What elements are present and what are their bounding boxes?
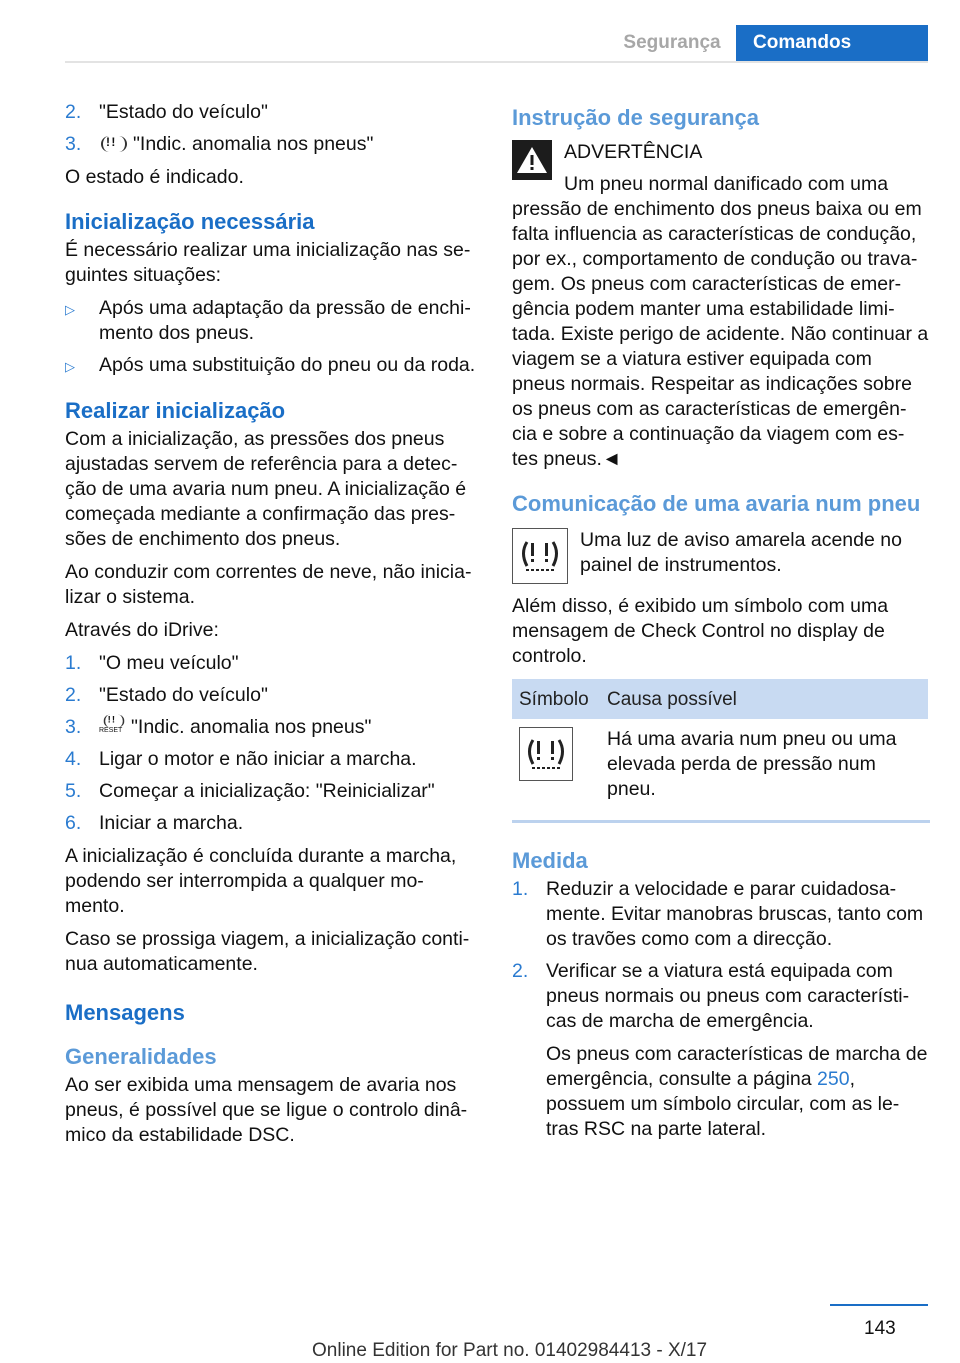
measure-number: 2. — [512, 960, 529, 982]
measure-text: Reduzir a velocidade e parar cuidadosa‐mente. Evitar manobras bruscas, tanto com os travões como com a direcção. — [546, 878, 924, 950]
messages-heading: Mensagens — [65, 1000, 185, 1025]
snow-chains-paragraph: Ao conduzir com correntes de neve, não inicia‐lizar o sistema. — [65, 561, 472, 608]
bullet-item — [65, 353, 480, 379]
report-block — [512, 528, 930, 584]
triangle-bullet-icon: ▷ — [65, 359, 75, 374]
step-item — [65, 651, 480, 676]
step-number: 4. — [65, 748, 82, 770]
measure-item — [512, 877, 930, 952]
tab-comandos-label: Comandos — [753, 32, 852, 53]
warning-text: pressão de enchimento dos pneus baixa ou em falta influencia as características de condução, por ex., comportamento de condução ou trava‐gem. Os pneus com características de emer‐gência podem manter uma estabilidade limi‐tada. Existe perigo de acidente. Não continuar a viagem se a viatura estiver equipada com pneus normais. Respeitar as indicações sobre os pneus com as características de emergên‐cia e sobre a continuação da viagem com es‐tes pneus.◄ — [512, 198, 929, 470]
table-cell-cause: Há uma avaria num pneu ou uma elevada perda de pressão num pneu. — [607, 728, 897, 800]
list-item — [65, 132, 480, 157]
table-row — [512, 719, 928, 810]
do-init-heading: Realizar inicialização — [65, 398, 286, 423]
tire-icon — [104, 715, 125, 728]
report-heading: Comunicação de uma avaria num pneu — [512, 491, 921, 516]
step-text: "Estado do veículo" — [99, 684, 268, 706]
measure-note-a: Os pneus com características de marcha de emergência, consulte a página — [546, 1043, 928, 1090]
step-number: 5. — [65, 780, 82, 802]
bullet-text: Após uma substituição do pneu ou da roda. — [99, 354, 476, 376]
step-number: 2. — [65, 684, 82, 706]
online-edition: Online Edition for Part no. 01402984413 - X/17 — [312, 1340, 708, 1361]
item-text: "Indic. anomalia nos pneus" — [133, 133, 374, 155]
safety-heading: Instrução de segurança — [512, 105, 759, 130]
measure-number: 1. — [512, 878, 529, 900]
item-number: 2. — [65, 101, 82, 123]
also-text: Além disso, é exibido um símbolo com uma mensagem de Check Control no display de controlo. — [512, 595, 889, 667]
after-paragraph-2: Caso se prossiga viagem, a inicialização conti‐nua automaticamente. — [65, 928, 470, 975]
bullet-text: Após uma adaptação da pressão de enchi‐mento dos pneus. — [99, 297, 471, 344]
state-text: O estado é indicado. — [65, 166, 244, 188]
warning-lead: Um pneu normal danificado com uma — [564, 173, 889, 195]
step-number: 3. — [65, 716, 82, 738]
bullet-item — [65, 296, 480, 346]
item-text: "Estado do veículo" — [99, 101, 268, 123]
warning-triangle-icon — [512, 140, 552, 180]
measure-heading: Medida — [512, 848, 588, 873]
table-cell-symbol — [512, 719, 600, 810]
top-list — [65, 100, 480, 157]
list-item — [65, 100, 480, 125]
page-link[interactable]: 250 — [817, 1068, 850, 1090]
general-text: Ao ser exibida uma mensagem de avaria nos pneus, é possível que se ligue o controlo dinâ‐mico da estabilidade DSC. — [65, 1074, 468, 1146]
measure-steps — [512, 877, 930, 1034]
do-init-paragraph: Com a inicialização, as pressões dos pneus ajustadas servem de referência para a detec‐ção de uma avaria num pneu. A inicialização é começada mediante a confirmação das pres‐sões de enchimento dos pneus. — [65, 428, 467, 550]
table-header-row — [512, 679, 928, 719]
header-rule — [65, 61, 928, 63]
step-item — [65, 683, 480, 708]
right-column — [512, 100, 930, 1150]
step-text: Começar a inicialização: "Reinicializar" — [99, 780, 435, 802]
triangle-bullet-icon: ▷ — [65, 302, 75, 317]
left-column — [65, 100, 480, 1156]
init-steps — [65, 651, 480, 836]
footer-rule — [830, 1304, 928, 1306]
table-bottom-rule — [512, 820, 930, 823]
step-number: 1. — [65, 652, 82, 674]
measure-item — [512, 959, 930, 1034]
warning-block — [512, 140, 930, 197]
idrive-paragraph: Através do iDrive: — [65, 619, 219, 641]
tab-seguranca[interactable]: Segurança — [623, 32, 721, 53]
page-number: 143 — [864, 1318, 896, 1339]
report-text: Uma luz de aviso amarela acende no painel de instrumentos. — [580, 529, 902, 576]
step-text: "O meu veículo" — [99, 652, 239, 674]
general-heading: Generalidades — [65, 1044, 217, 1069]
step-item — [65, 779, 480, 804]
measure-text: Verificar se a viatura está equipada com pneus normais ou pneus com característi‐cas de marcha de emergência. — [546, 960, 910, 1032]
init-needed-heading: Inicialização necessária — [65, 209, 315, 234]
reset-label: RESET — [99, 727, 123, 734]
tire-reset-icon — [99, 716, 127, 736]
item-number: 3. — [65, 133, 82, 155]
step-number: 6. — [65, 812, 82, 834]
step-item — [65, 715, 480, 740]
table-header-symbol: Símbolo — [512, 679, 600, 719]
step-text: "Indic. anomalia nos pneus" — [131, 716, 372, 738]
table-header-cause: Causa possível — [600, 679, 928, 719]
warning-word: ADVERTÊNCIA — [564, 141, 703, 163]
step-text: Iniciar a marcha. — [99, 812, 244, 834]
step-item — [65, 811, 480, 836]
init-needed-text: É necessário realizar uma inicialização nas se‐guintes situações: — [65, 239, 471, 286]
symbol-table — [512, 679, 928, 810]
tpms-symbol-icon — [519, 727, 573, 781]
tab-comandos[interactable] — [736, 25, 928, 61]
measure-note — [512, 1042, 930, 1142]
tpms-warning-icon — [512, 528, 568, 584]
measure-note-b: , possuem um símbolo circular, com as le‐tras RSC na parte lateral. — [546, 1068, 900, 1140]
after-paragraph-1: A inicialização é concluída durante a marcha, podendo ser interrompida a qualquer mo‐mento. — [65, 845, 457, 917]
tire-warning-icon — [101, 136, 127, 152]
init-needed-bullets — [65, 296, 480, 379]
step-text: Ligar o motor e não iniciar a marcha. — [99, 748, 417, 770]
step-item — [65, 747, 480, 772]
